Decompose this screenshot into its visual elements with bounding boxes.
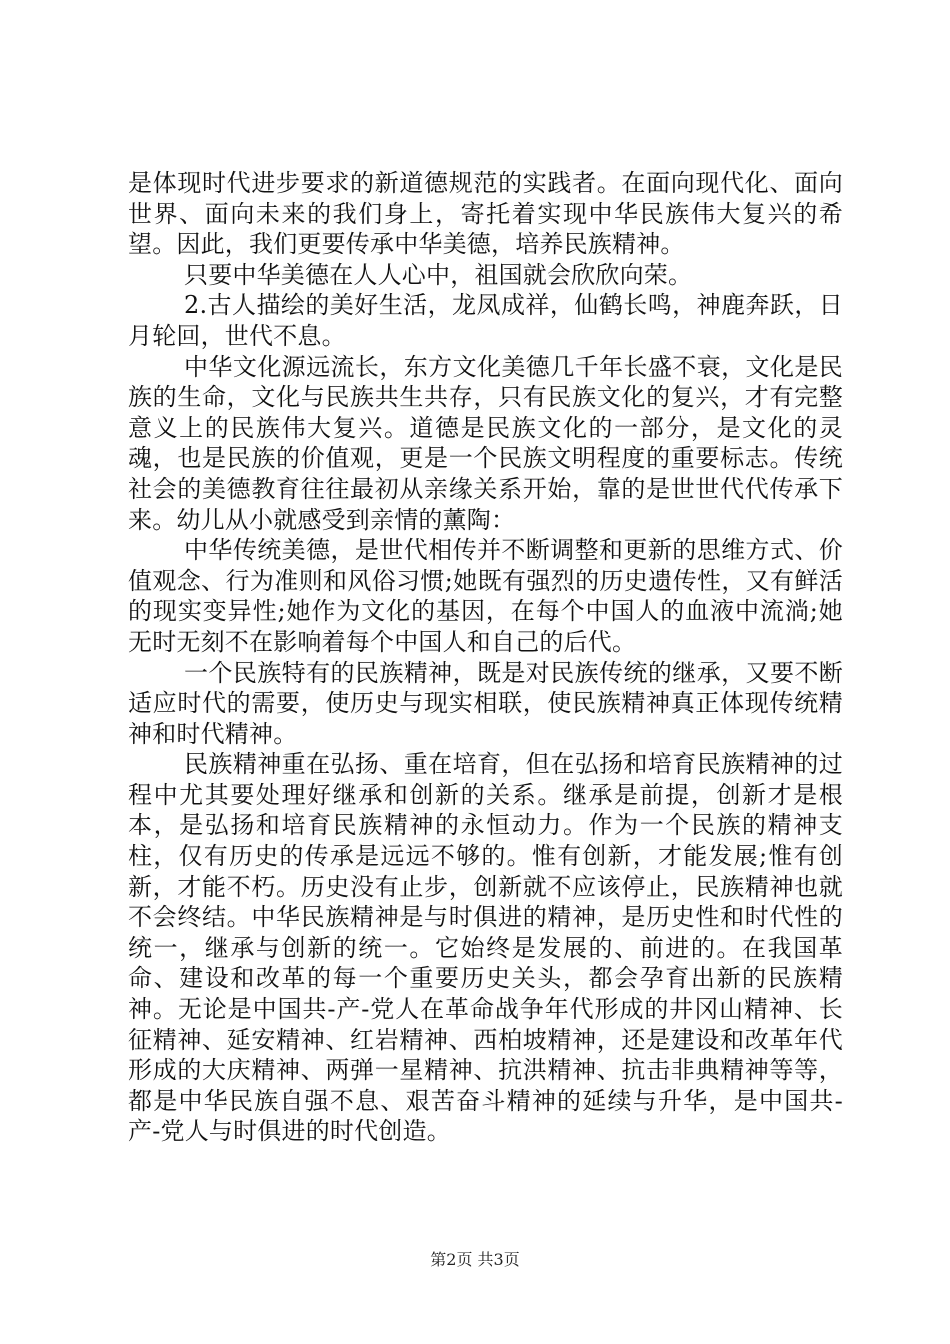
paragraph-7: 民族精神重在弘扬、重在培育，但在弘扬和培育民族精神的过程中尤其要处理好继承和创新的关系。继承是前提，创新才是根本，是弘扬和培育民族精神的永恒动力。作为一个民族的精神支柱，仅有历史的传承是远远不够的。惟有创新，才能发展;惟有创新，才能不朽。历史没有止步，创新就不应该停止，民族精神也就不会终结。中华民族精神是与时俱进的精神，是历史性和时代性的统一，继承与创新的统一。它始终是发展的、前进的。在我国革命、建设和改革的每一个重要历史关头，都会孕育出新的民族精神。无论是中国共-产-党人在革命战争年代形成的井冈山精神、长征精神、延安精神、红岩精神、西柏坡精神，还是建设和改革年代形成的大庆精神、两弹一星精神、抗洪精神、抗击非典精神等等，都是中华民族自强不息、艰苦奋斗精神的延续与升华，是中国共-产-党人与时俱进的时代创造。 <box>128 750 843 1146</box>
paragraph-1: 是体现时代进步要求的新道德规范的实践者。在面向现代化、面向世界、面向未来的我们身上，寄托着实现中华民族伟大复兴的希望。因此，我们更要传承中华美德，培养民族精神。 <box>128 169 843 259</box>
paragraph-4: 中华文化源远流长，东方文化美德几千年长盛不衰，文化是民族的生命，文化与民族共生共存，只有民族文化的复兴，才有完整意义上的民族伟大复兴。道德是民族文化的一部分，是文化的灵魂，也是民族的价值观，更是一个民族文明程度的重要标志。传统社会的美德教育往往最初从亲缘关系开始，靠的是世世代代传承下来。幼儿从小就感受到亲情的薰陶： <box>128 352 843 534</box>
paragraph-2: 只要中华美德在人人心中，祖国就会欣欣向荣。 <box>184 260 693 289</box>
paragraph-5: 中华传统美德，是世代相传并不断调整和更新的思维方式、价值观念、行为准则和风俗习惯;她既有强烈的历史遗传性，又有鲜活的现实变异性;她作为文化的基因，在每个中国人的血液中流淌;她无时无刻不在影响着每个中国人和自己的后代。 <box>128 536 843 656</box>
paragraph-6: 一个民族特有的民族精神，既是对民族传统的继承，又要不断适应时代的需要，使历史与现实相联，使民族精神真正体现传统精神和时代精神。 <box>128 658 843 748</box>
page-number-footer: 第2页 共3页 <box>430 1250 520 1269</box>
paragraph-3: 2.古人描绘的美好生活，龙凤成祥，仙鹤长鸣，神鹿奔跃，日月轮回，世代不息。 <box>128 291 843 350</box>
document-body <box>128 168 843 1147</box>
